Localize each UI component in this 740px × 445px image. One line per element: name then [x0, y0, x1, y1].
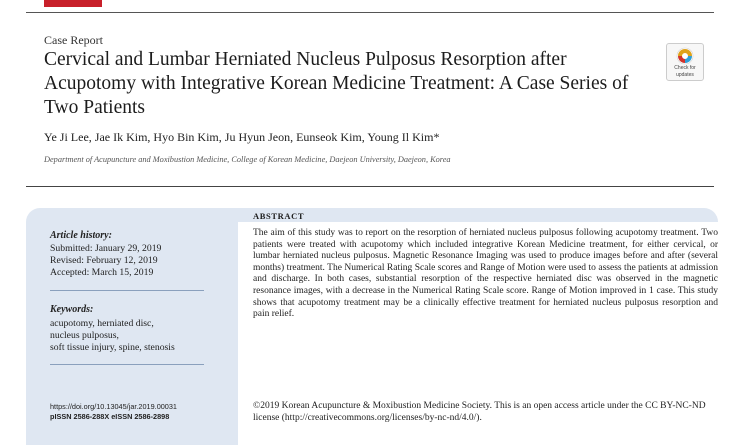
- history-heading: Article history:: [50, 230, 112, 241]
- check-for-updates-icon: [676, 47, 694, 65]
- abstract-heading-bar: [238, 208, 718, 222]
- copyright-notice: ©2019 Korean Acupuncture & Moxibustion Medicine Society. This is an open access article under the CC BY-NC-ND license (http://creativecommons.org/licenses/by-nc-nd/4.0/).: [253, 401, 706, 423]
- abstract-text: The aim of this study was to report on the resorption of herniated nucleus pulposus following acupotomy treatment. Two patients were treated with acupotomy which included integrative Korean Medicine treatment, for either cervical, or lumbar herniated nucleus pulposus. Magnetic Resonance Imaging was used to produce images before and after (several months) treatment. The Numerical Rating Scale scores and Range of Motion were used to assess the patients at admission and discharge. In both cases, substantial resorption of the respective herniated disc was observed in the magnetic resonance images, with a decrease in the Numerical Rating Scale score. Range of Motion improved in 1 case. This study shows that acupotomy treatment may be a clinically effective treatment for herniated nucleus pulposus resorption and pain relief.: [253, 228, 718, 320]
- abstract-heading: ABSTRACT: [253, 211, 305, 221]
- article-title: Cervical and Lumbar Herniated Nucleus Pulposus Resorption after Acupotomy with Integrative Korean Medicine Treatment: A Case Series of Two Patients: [44, 49, 629, 118]
- journal-logo: [44, 0, 102, 7]
- keywords-divider: [50, 364, 204, 365]
- article-history: [50, 243, 161, 280]
- doi-block: [50, 402, 177, 421]
- submitted-date: Submitted: January 29, 2019: [50, 243, 162, 254]
- accepted-date: Accepted: March 15, 2019: [50, 267, 154, 279]
- author-list: Ye Ji Lee, Jae Ik Kim, Hyo Bin Kim, Ju Hyun Jeon, Eunseok Kim, Young Il Kim*: [44, 130, 440, 144]
- keywords-heading: Keywords:: [50, 304, 94, 315]
- check-for-updates-button[interactable]: [666, 43, 704, 81]
- badge-label-line2: updates: [676, 71, 694, 78]
- header-divider: [26, 186, 714, 187]
- affiliation: Department of Acupuncture and Moxibustion Medicine, College of Korean Medicine, Daejeon University, Daejeon, Korea: [44, 155, 451, 164]
- article-type: Case Report: [44, 33, 103, 47]
- history-divider: [50, 290, 204, 291]
- issn: pISSN 2586-288X eISSN 2586-2898: [50, 411, 170, 421]
- keyword-line: soft tissue injury, spine, stenosis: [50, 342, 175, 354]
- badge-label-line1: Check for: [674, 65, 696, 71]
- revised-date: Revised: February 12, 2019: [50, 255, 158, 267]
- doi-link[interactable]: https://doi.org/10.13045/jar.2019.00031: [50, 402, 177, 411]
- keyword-line: acupotomy, herniated disc,: [50, 318, 154, 329]
- top-divider: [26, 12, 714, 13]
- keyword-line: nucleus pulposus,: [50, 330, 119, 342]
- keywords-list: [50, 318, 175, 355]
